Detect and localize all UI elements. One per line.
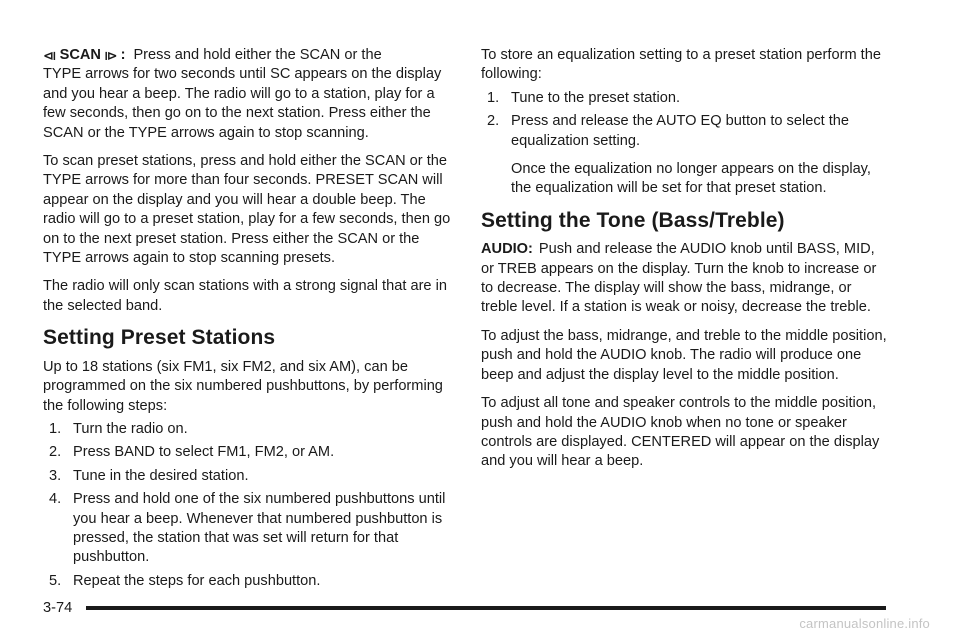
list-item: 1. Turn the radio on.: [49, 420, 188, 437]
scan-description: TYPE arrows for two seconds until SC appears on the display and you hear a beep. The radio will go to a station, play for a few seconds, then go on to the next station. Press either the SCAN or the TYPE arrows again to stop scanning.: [43, 66, 442, 141]
preset-stations-heading: Setting Preset Stations: [43, 326, 276, 350]
list-item: 4. Press and hold one of the six numbered pushbuttons until you hear a beep. Whenever that numbered pushbutton is pressed, the station that was set will return for that pushbutton.: [49, 491, 446, 566]
preset-scan-paragraph: To scan preset stations, press and hold either the SCAN or the TYPE arrows for more than four seconds. PRESET SCAN will appear on the display and you will hear a double beep. The radio will go to a preset station, play for a few seconds, then go on to the next preset station. Press either the SCAN or the TYPE arrows again to stop scanning presets.: [43, 153, 451, 267]
list-item: 2. Press BAND to select FM1, FM2, or AM.: [49, 444, 335, 461]
eq-intro-paragraph: To store an equalization setting to a preset station perform the following:: [481, 47, 881, 83]
scan-colon: :: [120, 47, 126, 63]
eq-steps-list: [481, 89, 891, 151]
audio-label: AUDIO:: [481, 241, 533, 258]
page-number: 3-74: [43, 600, 73, 616]
watermark: carmanualsonline.info: [799, 616, 930, 631]
list-item: 5. Repeat the steps for each pushbutton.: [49, 572, 321, 589]
list-item: 3. Tune in the desired station.: [49, 467, 249, 484]
left-column: [43, 46, 453, 600]
eq-note-paragraph: Once the equalization no longer appears on the display, the equalization will be set for that preset station.: [511, 161, 871, 197]
scan-first-line: Press and hold either the SCAN or the: [133, 47, 382, 63]
right-column: [481, 46, 891, 481]
audio-description: Push and release the AUDIO knob until BASS, MID, or TREB appears on the display. Turn the knob to increase or to decrease. The display will show the bass, midrange, or treble level. If a station is weak or noisy, decrease the treble.: [481, 241, 877, 316]
list-item: 2. Press and release the AUTO EQ button to select the equalization setting.: [487, 113, 850, 149]
strong-signal-paragraph: The radio will only scan stations with a strong signal that are in the selected band.: [43, 278, 447, 314]
scan-forward-arrow-icon: ⧐: [103, 48, 118, 63]
tone-heading: Setting the Tone (Bass/Treble): [481, 208, 785, 232]
preset-steps-list: [43, 420, 453, 591]
scan-label: SCAN: [59, 47, 101, 63]
audio-paragraph: [481, 240, 891, 318]
middle-position-paragraph: To adjust the bass, midrange, and treble to the middle position, push and hold the AUDIO knob. The radio will produce one beep and adjust the display level to the middle position.: [481, 327, 887, 383]
scan-back-arrow-icon: ⧏: [43, 48, 57, 63]
list-item: 1. Tune to the preset station.: [487, 89, 681, 106]
preset-intro-paragraph: Up to 18 stations (six FM1, six FM2, and six AM), can be programmed on the six numbered pushbuttons, by performing the following steps:: [43, 358, 443, 414]
page-footer: [43, 600, 886, 616]
centered-paragraph: To adjust all tone and speaker controls to the middle position, push and hold the AUDIO knob when no tone or speaker controls are displayed. CENTERED will appear on the display and you will hear a beep.: [481, 395, 880, 470]
scan-paragraph: [43, 46, 453, 143]
footer-rule: [86, 606, 886, 610]
